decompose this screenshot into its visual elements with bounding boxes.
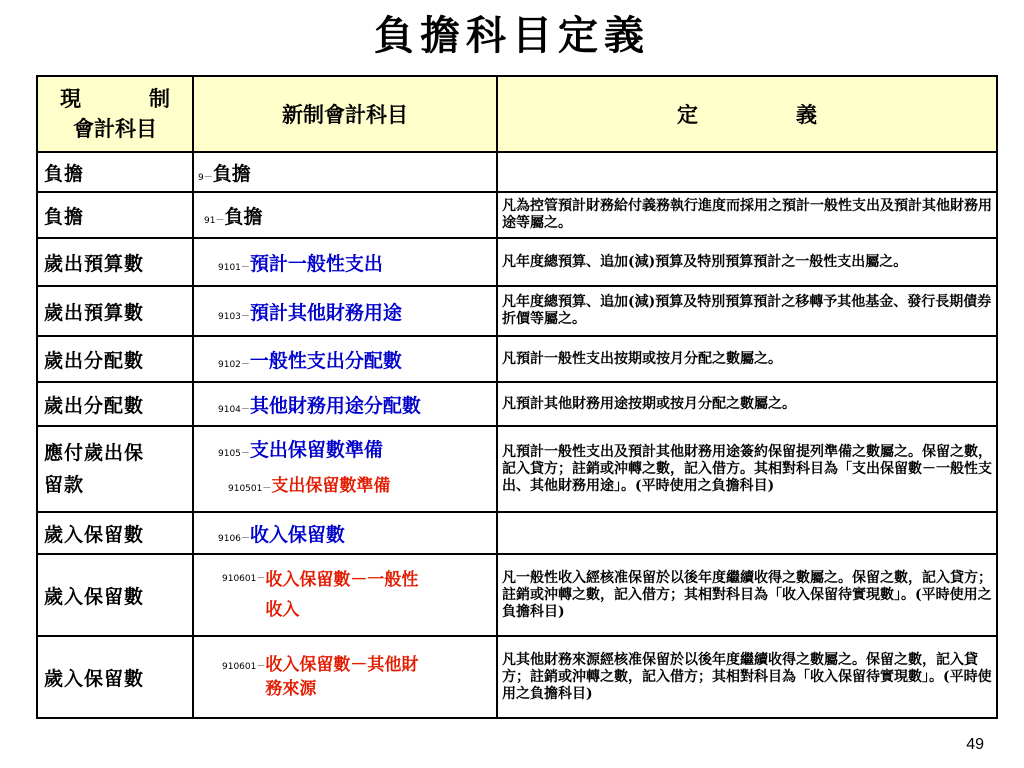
header-definition: 定 義 xyxy=(497,76,997,152)
new-account-cell: 9101－預計一般性支出 xyxy=(193,238,497,286)
table-row xyxy=(37,512,997,554)
new-account-cell: 9102－一般性支出分配數 xyxy=(193,336,497,382)
table-row xyxy=(37,426,997,512)
new-account-cell: 9105－支出保留數準備 910501－支出保留數準備 xyxy=(193,426,497,512)
old-account-cell: 歲出分配數 xyxy=(37,336,193,382)
page-title: 負擔科目定義 xyxy=(374,12,650,59)
table-row xyxy=(37,636,997,718)
table-row xyxy=(37,382,997,426)
table-row xyxy=(37,554,997,636)
old-account-cell: 歲入保留數 xyxy=(37,512,193,554)
definition-cell: 凡一般性收入經核准保留於以後年度繼續收得之數屬之。保留之數，記入貸方；註銷或沖轉之數，記入借方；其相對科目為「收入保留待實現數」。(平時使用之負擔科目) xyxy=(497,554,997,636)
table-row xyxy=(37,238,997,286)
old-account-cell: 歲出分配數 xyxy=(37,382,193,426)
account-definition-table xyxy=(36,75,998,719)
table-header-row xyxy=(37,76,997,152)
new-account-cell: 910601－ 收入保留數－一般性 收入 xyxy=(193,554,497,636)
old-account-cell: 歲出預算數 xyxy=(37,238,193,286)
new-account-cell: 9106－收入保留數 xyxy=(193,512,497,554)
header-old-account: 現 制 會計科目 xyxy=(37,76,193,152)
old-account-cell: 負擔 xyxy=(37,152,193,192)
old-account-cell: 歲入保留數 xyxy=(37,636,193,718)
header-new-account: 新制會計科目 xyxy=(193,76,497,152)
definition-cell: 凡預計其他財務用途按期或按月分配之數屬之。 xyxy=(497,382,997,426)
table-row xyxy=(37,286,997,336)
new-account-cell: 9103－預計其他財務用途 xyxy=(193,286,497,336)
old-account-cell: 歲出預算數 xyxy=(37,286,193,336)
definition-cell: 凡預計一般性支出及預計其他財務用途簽約保留提列準備之數屬之。保留之數，記入貸方；註銷或沖轉之數，記入借方。其相對科目為「支出保留數－一般性支出、其他財務用途」。(平時使用之負擔科目) xyxy=(497,426,997,512)
definition-cell: 凡年度總預算、追加(減)預算及特別預算預計之一般性支出屬之。 xyxy=(497,238,997,286)
old-account-cell: 歲入保留數 xyxy=(37,554,193,636)
new-account-cell: 9104－其他財務用途分配數 xyxy=(193,382,497,426)
definition-cell: 凡預計一般性支出按期或按月分配之數屬之。 xyxy=(497,336,997,382)
old-account-cell: 負擔 xyxy=(37,192,193,238)
definition-cell xyxy=(497,512,997,554)
definition-cell: 凡其他財務來源經核准保留於以後年度繼續收得之數屬之。保留之數，記入貸方；註銷或沖轉之數，記入借方；其相對科目為「收入保留待實現數」。(平時使用之負擔科目) xyxy=(497,636,997,718)
page-number: 49 xyxy=(966,736,984,753)
new-account-cell: 9－負擔 xyxy=(193,152,497,192)
table-row xyxy=(37,192,997,238)
table-row xyxy=(37,336,997,382)
table-row xyxy=(37,152,997,192)
definition-cell: 凡年度總預算、追加(減)預算及特別預算預計之移轉予其他基金、發行長期債券折價等屬之。 xyxy=(497,286,997,336)
definition-cell xyxy=(497,152,997,192)
old-account-cell: 應付歲出保 留款 xyxy=(37,426,193,512)
new-account-cell: 91－負擔 xyxy=(193,192,497,238)
definition-cell: 凡為控管預計財務給付義務執行進度而採用之預計一般性支出及預計其他財務用途等屬之。 xyxy=(497,192,997,238)
new-account-cell: 910601－ 收入保留數－其他財 務來源 xyxy=(193,636,497,718)
